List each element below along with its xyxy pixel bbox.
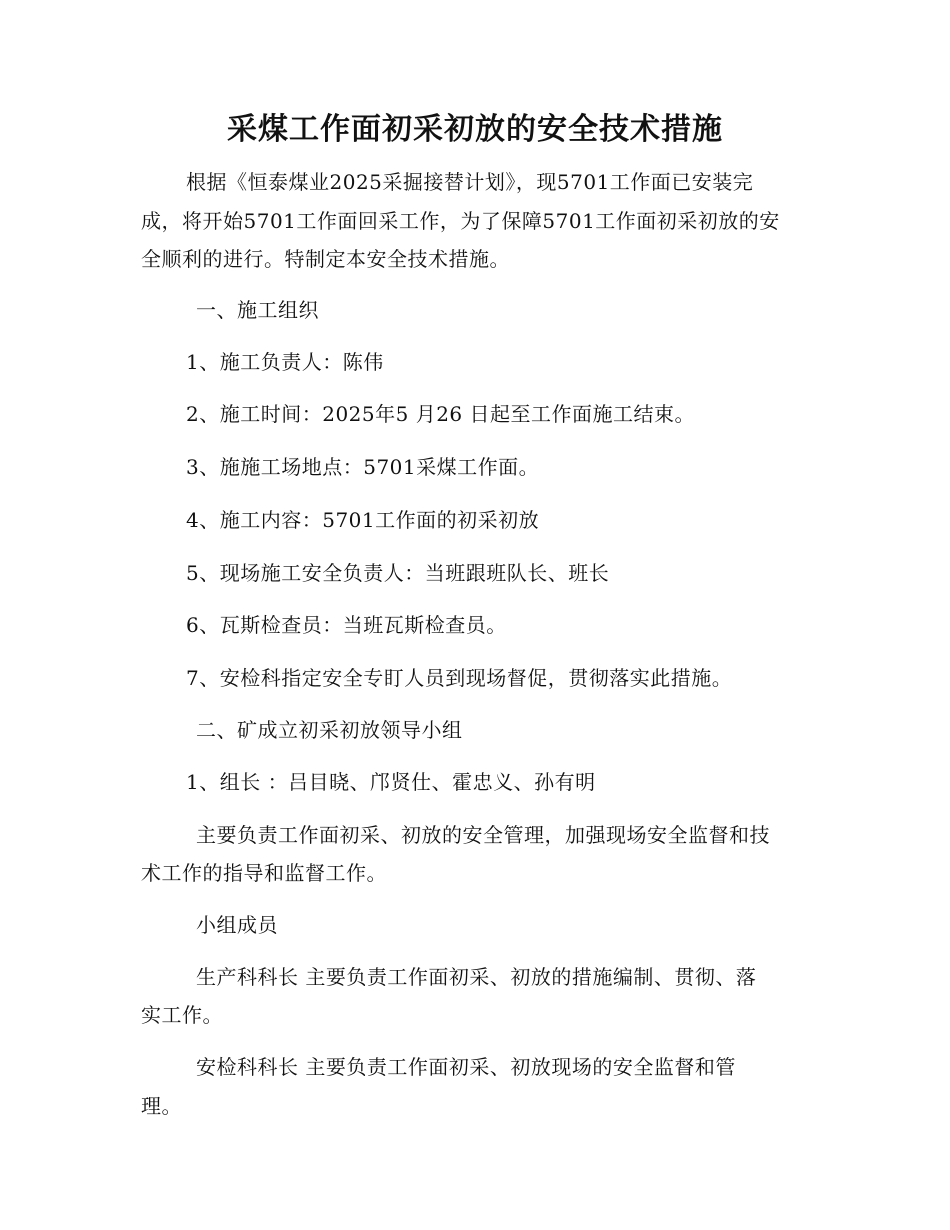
member-safety-line-1: 安检科科长 主要负责工作面初采、初放现场的安全监督和管 — [196, 1055, 736, 1079]
intro-line-1: 根据《恒泰煤业2025采掘接替计划》，现5701工作面已安装完 — [186, 170, 754, 194]
section-1-item-5: 5、现场施工安全负责人：当班跟班队长、班长 — [186, 561, 610, 585]
member-safety-line-2: 理。 — [141, 1094, 182, 1118]
section-1-item-4: 4、施工内容：5701工作面的初采初放 — [186, 508, 540, 532]
section-1-item-2: 2、施工时间：2025年5 月26 日起至工作面施工结束。 — [186, 402, 696, 426]
section-2-heading: 二、矿成立初采初放领导小组 — [196, 718, 463, 742]
intro-line-3: 全顺利的进行。特制定本安全技术措施。 — [141, 247, 510, 271]
section-1-item-3: 3、施施工场地点：5701采煤工作面。 — [186, 455, 540, 479]
section-1-item-6: 6、瓦斯检查员：当班瓦斯检查员。 — [186, 613, 507, 637]
section-1-item-7: 7、安检科指定安全专盯人员到现场督促，贯彻落实此措施。 — [186, 666, 733, 690]
section-1-item-1: 1、施工负责人：陈伟 — [186, 350, 384, 374]
leader-line: 1、组长 ：吕目晓、邝贤仕、霍忠义、孙有明 — [186, 770, 596, 794]
document-title: 采煤工作面初采初放的安全技术措施 — [227, 112, 723, 147]
section-1-heading: 一、施工组织 — [196, 298, 319, 322]
intro-line-2: 成，将开始5701工作面回采工作，为了保障5701工作面初采初放的安 — [141, 209, 780, 233]
leader-duty-line-1: 主要负责工作面初采、初放的安全管理，加强现场安全监督和技 — [196, 823, 770, 847]
leader-duty-line-2: 术工作的指导和监督工作。 — [141, 861, 387, 885]
members-heading: 小组成员 — [196, 913, 278, 937]
member-production-line-1: 生产科科长 主要负责工作面初采、初放的措施编制、贯彻、落 — [196, 965, 757, 989]
member-production-line-2: 实工作。 — [141, 1003, 223, 1027]
